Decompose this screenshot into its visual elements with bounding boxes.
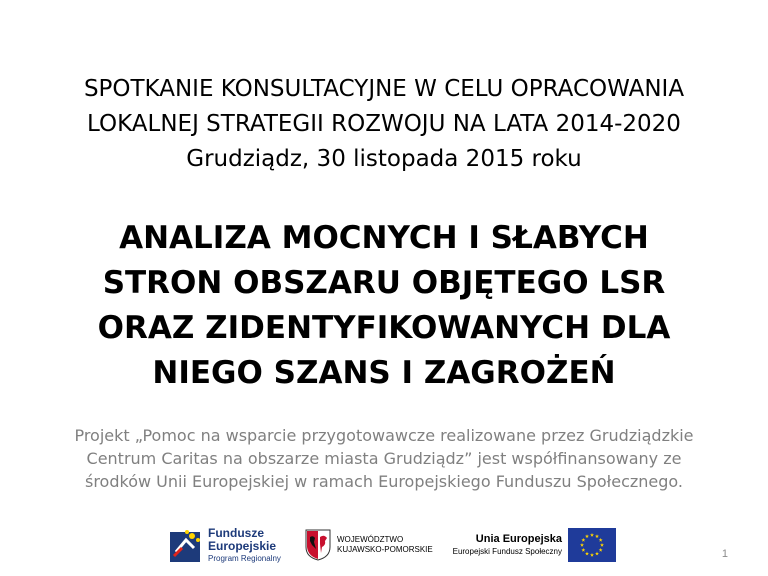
fe-line-3: Program Regionalny bbox=[208, 554, 281, 563]
eu-flag-icon bbox=[568, 528, 616, 562]
title-line-3: ORAZ ZIDENTYFIKOWANYCH DLA bbox=[97, 310, 671, 346]
eu-flag-svg bbox=[568, 528, 616, 562]
slide-title bbox=[0, 216, 768, 396]
ue-fund: Europejski Fundusz Społeczny bbox=[452, 547, 562, 556]
meeting-line-2: LOKALNEJ STRATEGII ROZWOJU NA LATA 2014-2020 bbox=[87, 111, 681, 137]
project-note bbox=[0, 424, 768, 493]
coat-of-arms-icon bbox=[305, 529, 331, 561]
meeting-date: Grudziądz, 30 listopada 2015 roku bbox=[186, 146, 582, 172]
woj-line-2: KUJAWSKO-POMORSKIE bbox=[337, 545, 433, 554]
project-line-1: Projekt „Pomoc na wsparcie przygotowawcze realizowane przez Grudziądzkie bbox=[74, 426, 694, 445]
unia-europejska-text bbox=[452, 532, 562, 557]
project-line-2: Centrum Caritas na obszarze miasta Grudziądz” jest współfinansowany ze bbox=[86, 449, 682, 468]
meeting-header bbox=[0, 72, 768, 177]
wojewodztwo-logo bbox=[305, 529, 435, 561]
logo-bar bbox=[0, 526, 768, 566]
meeting-line-1: SPOTKANIE KONSULTACYJNE W CELU OPRACOWANIA bbox=[83, 76, 685, 102]
title-line-2: STRON OBSZARU OBJĘTEGO LSR bbox=[102, 265, 666, 301]
woj-line-1: WOJEWÓDZTWO bbox=[337, 535, 404, 544]
page-number: 1 bbox=[721, 548, 728, 560]
fe-line-2: Europejskie bbox=[208, 539, 277, 553]
project-line-3: środków Unii Europejskiej w ramach Europejskiego Funduszu Społecznego. bbox=[84, 472, 683, 491]
title-line-1: ANALIZA MOCNYCH I SŁABYCH bbox=[119, 220, 649, 256]
fundusze-europejskie-logo bbox=[168, 526, 281, 566]
title-line-4: NIEGO SZANS I ZAGROŻEŃ bbox=[152, 355, 616, 391]
ue-name: Unia Europejska bbox=[475, 533, 562, 545]
fe-line-1: Fundusze bbox=[208, 526, 264, 540]
fundusze-europejskie-icon bbox=[168, 526, 204, 564]
